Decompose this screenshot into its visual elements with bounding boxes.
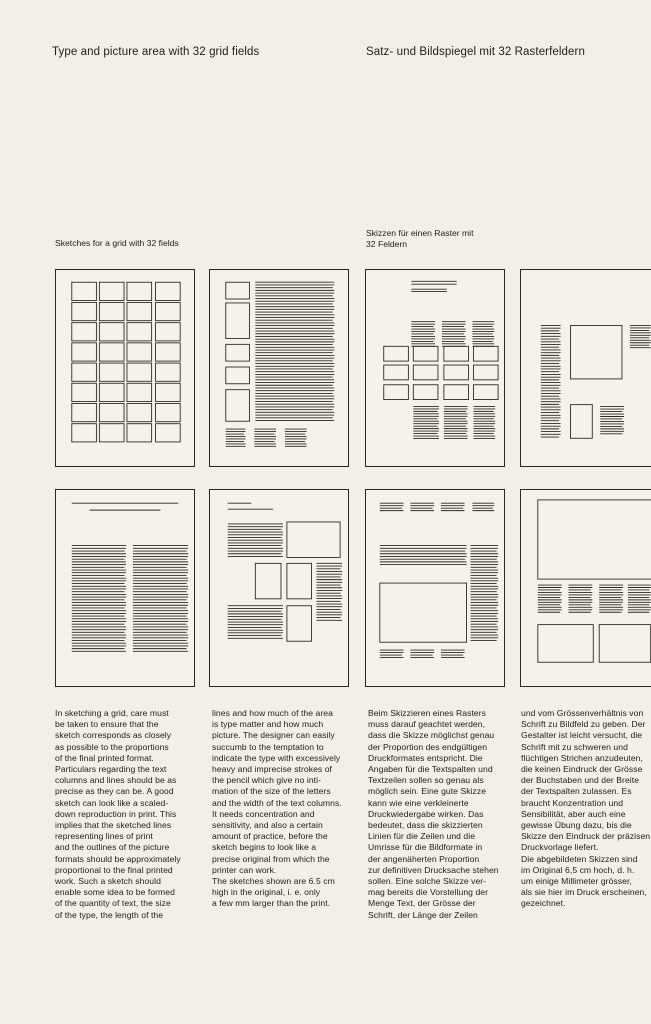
picture-field [384,365,409,380]
grid-field [156,343,181,361]
picture-field [226,282,250,299]
picture-field [570,405,592,439]
picture-field [384,346,409,361]
title-german: Satz- und Bildspiegel mit 32 Rasterfeldern [366,46,585,58]
grid-field [156,424,181,442]
grid-field [156,323,181,341]
sketch-1 [55,269,195,467]
subheadline [411,289,446,291]
sketch-7 [365,489,505,687]
text-english-col2: lines and how much of the area is type matter and how much picture. The designer can easily succumb to the temptation to indicate the type with excessively heavy and imprecise strokes of the pencil which give no inti- mation of the size of the letters and the width of the text columns. It needs concentration and sensitivity, and also a certain amount of practice, before the sketch begins to look like a precise original from which the printer can work. The sketches shown are 6.5 cm high in the original, i. e. only a few mm larger than the print. [212,708,342,909]
grid-field [156,282,181,300]
text-block [444,406,468,438]
picture-field [226,367,250,384]
text-german-col1: Beim Skizzieren eines Rasters muss darauf geachtet werden, dass die Skizze möglichst genau der Proportion des endgültigen Druckformates entspricht. Die Angaben für die Textspalten und Textzeilen sollen so genau als möglich sein. Eine gute Skizze kann wie eine verkleinerte Druckwiedergabe wirken. Das bedeutet, dass die skizzierten Linien für die Zeilen und die Umrisse für die Bildformate in der angenäherten Proportion zur definitiven Drucksache stehen sollen. Eine solche Skizze ver- mag bereits die Vorstellung der Menge Text, der Grösse der Schrift, der Länge der Zeilen [368,708,499,920]
sketch-8 [520,489,651,687]
picture-field [473,365,498,380]
picture-field [226,344,250,361]
grid-field [99,403,124,421]
grid-field [72,302,97,320]
title-english: Type and picture area with 32 grid fields [52,46,260,58]
text-block [441,503,465,510]
text-column [316,563,342,620]
grid-field [99,323,124,341]
text-block [473,406,495,438]
picture-field [413,385,438,400]
picture-field [226,303,250,338]
picture-field [444,346,469,361]
text-column [228,524,283,557]
caption-english: Sketches for a grid with 32 fields [55,238,179,248]
text-block [628,585,651,612]
grid-field [99,282,124,300]
text-column [133,546,188,652]
text-english-col1: In sketching a grid, care must be taken to ensure that the sketch corresponds as closely as possible to the proportions of the final printed format. Particulars regarding the text columns and lines should be as precise as they can be. A good sketch can look like a scaled- down reproduction in print. This implies that the sketched lines representing lines of print and the outlines of the picture formats should be approximately proportional to the final printed work. Such a sketch should enable some idea to be formed of the quantity of text, the size of the type, the length of the [55,708,181,920]
sketch-5 [55,489,195,687]
grid-field [127,282,152,300]
grid-field [127,403,152,421]
picture-field [570,325,621,378]
caption-german-line1: Skizzen für einen Raster mit [366,228,474,238]
caption-german [366,228,473,250]
text-block [413,406,439,438]
caption-lines [254,429,276,446]
caption-german-line2: 32 Feldern [366,239,408,249]
grid-field [156,383,181,401]
text-block [538,585,562,612]
picture-field [287,606,312,641]
grid-field [127,383,152,401]
text-block [599,585,623,612]
grid-field [99,424,124,442]
grid-field [156,403,181,421]
grid-field [72,424,97,442]
picture-field [287,563,312,598]
text-column [380,546,467,565]
picture-field [413,346,438,361]
text-block [630,325,651,347]
grid-field [99,343,124,361]
headline [411,281,456,284]
grid-field [156,363,181,381]
text-block [411,322,435,347]
grid-field [99,363,124,381]
text-block [442,322,466,347]
grid-field [99,302,124,320]
picture-field [226,390,250,422]
picture-field [380,583,467,642]
text-column [255,282,334,420]
grid-field [72,363,97,381]
caption-lines [285,429,307,446]
text-block [600,407,624,434]
grid-field [99,383,124,401]
grid-field [72,403,97,421]
caption-lines [226,429,246,446]
grid-field [72,383,97,401]
text-block [380,503,404,510]
picture-field [444,385,469,400]
picture-field [413,365,438,380]
sketch-2 [209,269,349,467]
picture-field [384,385,409,400]
grid-field [127,323,152,341]
text-block [569,585,593,612]
text-column [470,546,498,641]
grid-field [127,363,152,381]
grid-field [72,343,97,361]
text-block [472,503,494,510]
text-german-col2: und vom Grössenverhältnis von Schrift zu Bildfeld zu geben. Der Gestalter ist leicht versucht, die Schrift mit zu schweren und flüchtigen Strichen anzudeuten, die keinen Eindruck der Grösse der Buchstaben und der Breite der Textspalten zulassen. Es braucht Konzentration und Sensibilität, aber auch eine gewisse Übung dazu, bis die Skizze den Eindruck der präzisen Druckvorlage liefert. Die abgebildeten Skizzen sind im Original 6,5 cm hoch, d. h. um einige Millimeter grösser, als sie hier im Druck erscheinen, gezeichnet. [521,708,651,909]
picture-field [473,346,498,361]
grid-field [72,323,97,341]
text-column [228,606,283,639]
grid-field [72,282,97,300]
caption-lines [410,650,434,657]
grid-field [127,424,152,442]
caption-lines [441,650,465,657]
text-block [472,322,494,347]
grid-field [127,302,152,320]
text-block [410,503,434,510]
grid-field [156,302,181,320]
picture-field [287,522,340,557]
picture-field [599,625,650,663]
picture-field [255,563,281,598]
picture-field [538,500,651,579]
text-column [541,325,561,437]
picture-field [473,385,498,400]
picture-field [538,625,593,663]
picture-field [444,365,469,380]
sketch-3 [365,269,505,467]
caption-lines [380,650,404,657]
text-column [72,546,126,652]
sketch-6 [209,489,349,687]
sketch-4 [520,269,651,467]
grid-field [127,343,152,361]
